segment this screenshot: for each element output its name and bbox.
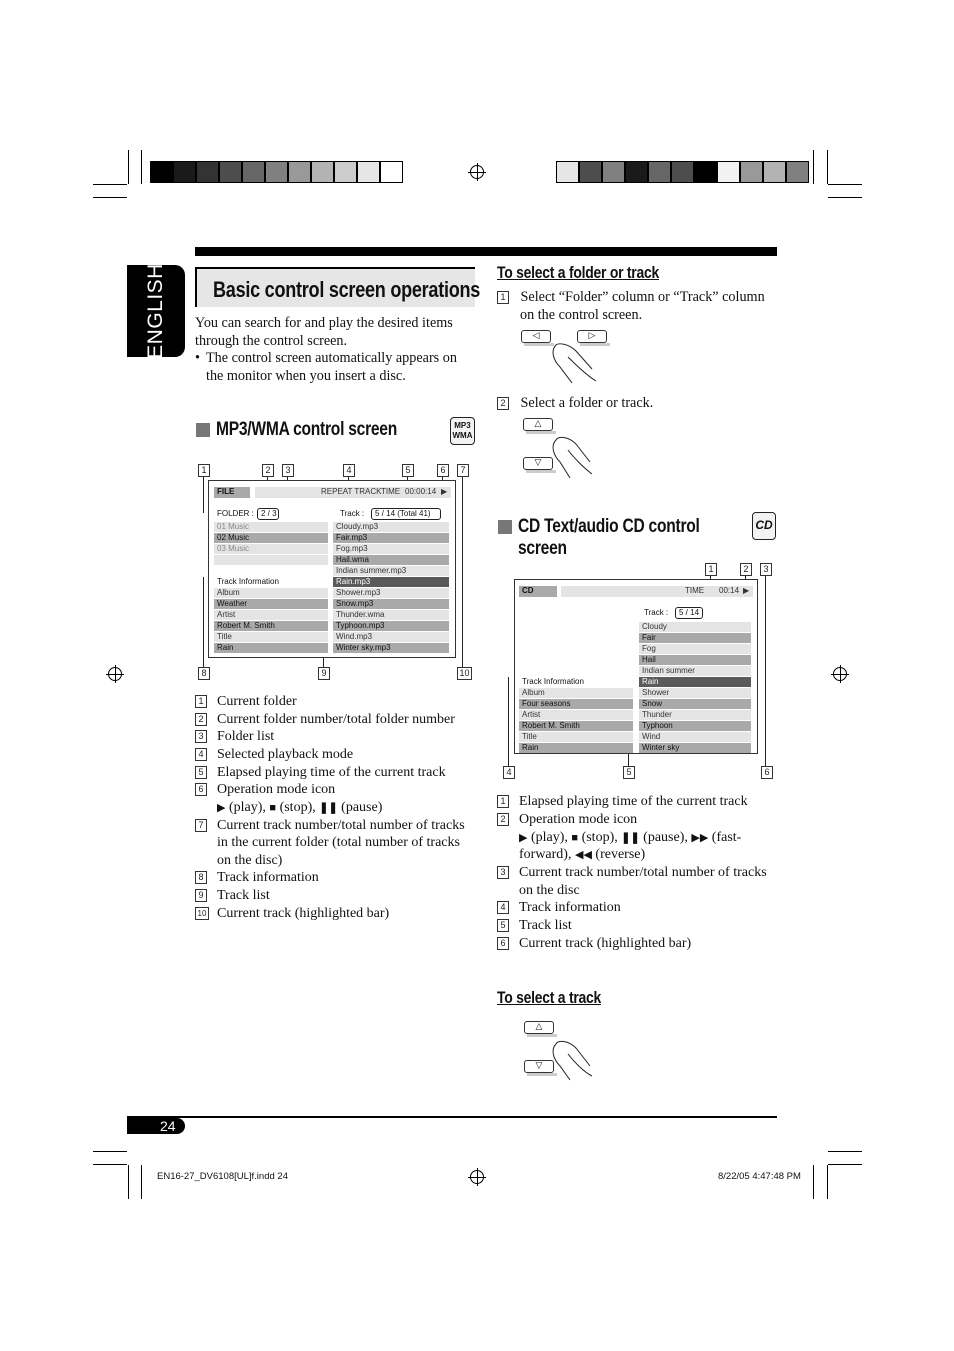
status-bar [255,487,451,498]
icon-legend-line [217,799,382,817]
color-swatch [625,161,648,183]
folder-row-empty [214,555,328,565]
time-label: TIME [685,586,705,595]
track-list-item[interactable]: Cloudy [639,622,751,632]
color-swatch [694,161,717,183]
color-swatch [717,161,740,183]
mode-label: FILE [214,487,250,498]
legend-3-line2: on the disc [519,883,580,898]
pause-icon: ❚❚ [621,832,640,844]
legend-number: 9 [195,889,207,902]
cd-badge-text: CD [755,518,773,532]
track-info-row: Rain [214,643,328,653]
step-1-text-2: on the control screen. [520,306,643,323]
pause-text: (pause), [643,830,688,845]
legend-text: Current track (highlighted bar) [519,936,692,951]
header-rule [195,247,777,256]
callout-6: 6 [437,464,449,477]
color-swatch [196,161,219,183]
step-2-number: 2 [497,397,509,410]
bullet-icon: • [195,350,200,367]
track-list-item[interactable]: Rain [639,677,751,687]
legend-text: Current folder number/total folder number [217,712,455,727]
color-swatch [311,161,334,183]
track-info-row: Four seasons [519,699,633,709]
callout-8: 8 [198,667,210,680]
color-swatch [173,161,196,183]
track-list-item[interactable]: Winter sky [639,743,751,753]
track-info-row: Artist [519,710,633,720]
footer-file: EN16-27_DV6108[UL]f.indd 24 [157,1171,288,1182]
track-list-item[interactable]: Typhoon.mp3 [333,621,449,631]
legend-text: Current track (highlighted bar) [217,906,390,921]
page-title: Basic control screen operations [213,277,481,302]
track-list-item[interactable]: Fog.mp3 [333,544,449,554]
color-swatch [602,161,625,183]
mp3-heading: MP3/WMA control screen [216,419,398,440]
finger-icon [546,339,606,387]
callout-10: 10 [457,667,472,680]
legend-number: 2 [497,813,509,826]
legend-text: Track list [217,888,270,903]
up-arrow-key[interactable]: △ [523,418,553,431]
cd-screen [514,579,758,754]
legend-item [195,887,270,904]
down-arrow-key[interactable]: ▽ [523,457,553,470]
track-label: Track : [644,608,669,617]
legend-item [195,817,465,834]
folder-count: 2 / 3 [257,508,279,520]
callout-2: 2 [740,563,752,576]
track-list-item[interactable]: Fair.mp3 [333,533,449,543]
track-info-row: Artist [214,610,328,620]
track-list-item[interactable]: Indian summer [639,666,751,676]
title-box [195,267,481,307]
callout-4: 4 [343,464,355,477]
cd-badge-icon [752,512,776,540]
cd-legend [497,793,782,963]
legend-item [195,746,354,763]
track-info-row: Album [214,588,328,598]
callout-9: 9 [318,667,330,680]
track-info-row: Weather [214,599,328,609]
legend-text: Track list [519,918,572,933]
status-bar [561,586,753,597]
legend-item [195,781,336,798]
callout-5: 5 [623,766,635,779]
track-info-label: Track Information [522,677,584,686]
ff-text: (fast- [711,830,742,845]
legend-item [195,693,297,710]
play-icon: ▶ [441,487,448,496]
finger-icon [548,432,598,482]
legend-7-line2: in the current folder (total number of tracks [217,835,460,850]
legend-item [497,811,638,828]
ff-text-2: forward), [519,847,572,862]
color-swatch [740,161,763,183]
badge-bottom: WMA [452,431,473,440]
track-list-item[interactable]: Shower.mp3 [333,588,449,598]
callout-1: 1 [705,563,717,576]
track-list-item[interactable]: Indian summer.mp3 [333,566,449,576]
callout-3: 3 [760,563,772,576]
track-count: 5 / 14 [675,607,703,619]
play-icon: ▶ [217,802,226,814]
callout-4: 4 [503,766,515,779]
intro [195,315,475,385]
time-label: TIME [381,487,401,496]
track-list-item[interactable]: Fog [639,644,751,654]
color-swatch [579,161,602,183]
cd-screen-diagram [500,562,780,782]
callout-7: 7 [457,464,469,477]
badge-top: MP3 [454,421,471,430]
track-list-item[interactable]: Hail [639,655,751,665]
color-swatch [334,161,357,183]
legend-number: 4 [497,901,509,914]
legend-item [497,793,748,810]
stop-icon: ■ [269,802,277,814]
legend-text: Current track number/total number of tracks [217,818,465,833]
language-label: ENGLISH [144,263,167,359]
track-info-row: Rain [519,743,633,753]
track-list-item[interactable]: Wind.mp3 [333,632,449,642]
time-value: 00:00:14 [405,487,437,496]
step-1 [497,289,777,324]
step-2-text: Select a folder or track. [520,395,654,411]
legend-number: 7 [195,819,207,832]
cd-heading-line2: screen [518,538,567,559]
track-list-item[interactable]: Wind [639,732,751,742]
color-swatch [265,161,288,183]
track-list-item[interactable]: Rain.mp3 [333,577,449,587]
legend-item [195,728,275,745]
legend-item [195,711,455,728]
stop-text: (stop), [279,800,316,815]
track-list-item[interactable]: Thunder.wma [333,610,449,620]
step-1-number: 1 [497,291,509,304]
track-list-item[interactable]: Snow [639,699,751,709]
legend-text: Current track number/total number of tracks [519,865,767,880]
footer-rule [127,1116,777,1118]
play-text: (play), [530,830,568,845]
legend-number: 5 [497,919,509,932]
color-swatch [380,161,403,183]
track-info-row: Album [519,688,633,698]
legend-number: 2 [195,713,207,726]
step-2 [497,395,777,413]
color-swatch [648,161,671,183]
legend-number: 6 [195,783,207,796]
folder-label: FOLDER : [217,509,254,518]
track-list-item[interactable]: Thunder [639,710,751,720]
legend-item [195,764,446,781]
legend-number: 1 [497,795,509,808]
track-list-item[interactable]: Cloudy.mp3 [333,522,449,532]
callout-6: 6 [761,766,773,779]
legend-item [497,935,692,952]
track-count: 5 / 14 (Total 41) [371,508,441,520]
callout-1: 1 [198,464,210,477]
legend-text: Folder list [217,729,275,744]
legend-text: Operation mode icon [519,812,638,827]
legend-text: Track information [519,900,621,915]
section-square-icon [196,423,210,437]
stop-text: (stop), [581,830,618,845]
legend-item [195,869,319,886]
legend-number: 8 [195,871,207,884]
track-list-item[interactable]: Shower [639,688,751,698]
legend-item [497,864,767,881]
folder-row[interactable]: 01 Music [214,522,328,532]
legend-number: 5 [195,766,207,779]
mp3-wma-badge-icon [450,417,475,445]
color-swatch [763,161,786,183]
folder-row[interactable]: 03 Music [214,544,328,554]
color-swatch [671,161,694,183]
mode-label: CD [519,586,557,597]
legend-number: 4 [195,748,207,761]
legend-text: Selected playback mode [217,747,354,762]
step-1-text: Select “Folder” column or “Track” column [520,289,765,305]
track-list-item[interactable]: Fair [639,633,751,643]
legend-7-line3: on the disc) [217,853,283,868]
legend-number: 10 [195,907,209,920]
cd-heading-line1: CD Text/audio CD control [518,516,700,537]
intro-bullet-text: The control screen automatically appears on the monitor when you insert a disc. [206,350,457,384]
callout-3: 3 [282,464,294,477]
legend-text: Current folder [217,694,297,709]
track-list-item[interactable]: Snow.mp3 [333,599,449,609]
legend-text: Elapsed playing time of the current track [217,765,446,780]
mp3-legend [195,693,480,933]
language-tab [127,265,185,357]
callout-5: 5 [402,464,414,477]
play-icon: ▶ [743,586,750,595]
track-list-item[interactable]: Winter sky.mp3 [333,643,449,653]
pause-text: (pause) [341,800,383,815]
up-arrow-key[interactable]: △ [524,1021,554,1034]
mp3-screen [208,480,456,658]
track-info-row: Title [214,632,328,642]
legend-number: 3 [497,866,509,879]
color-swatch [242,161,265,183]
color-swatch [150,161,173,183]
legend-item [497,899,621,916]
track-info-row: Robert M. Smith [519,721,633,731]
right-arrow-key[interactable]: ▷ [577,330,607,343]
track-info-row: Title [519,732,633,742]
legend-number: 6 [497,937,509,950]
folder-row[interactable]: 02 Music [214,533,328,543]
legend-item [497,917,572,934]
legend-text: Track information [217,870,319,885]
fast-forward-icon: ▶▶ [691,832,709,844]
stop-icon: ■ [571,832,579,844]
page-number-tab [127,1118,185,1134]
track-list-item[interactable]: Hail.wma [333,555,449,565]
color-swatch [219,161,242,183]
mp3-screen-diagram [196,462,476,682]
time-value: 00:14 [719,586,740,595]
section-square-icon [498,520,512,534]
color-swatch [786,161,809,183]
pause-icon: ❚❚ [319,802,338,814]
color-swatch [556,161,579,183]
track-info-row: Robert M. Smith [214,621,328,631]
legend-number: 1 [195,695,207,708]
legend-text: Operation mode icon [217,782,336,797]
intro-text: You can search for and play the desired items through the control screen. [195,315,453,349]
track-list-item[interactable]: Typhoon [639,721,751,731]
repeat-mode: REPEAT TRACK [321,487,382,496]
left-arrow-key[interactable]: ◁ [521,330,551,343]
page-number: 24 [160,1118,176,1134]
legend-number: 3 [195,730,207,743]
intro-bullet [195,350,475,385]
footer-date: 8/22/05 4:47:48 PM [718,1171,801,1182]
callout-2: 2 [262,464,274,477]
icon-legend-line-2 [519,846,645,864]
legend-item [195,905,390,922]
finger-icon [548,1036,598,1082]
color-swatch [288,161,311,183]
play-text: (play), [228,800,266,815]
play-icon: ▶ [519,832,528,844]
down-arrow-key[interactable]: ▽ [524,1060,554,1073]
track-label: Track : [340,509,365,518]
icon-legend-line [519,829,741,847]
color-swatch [357,161,380,183]
folder-track-heading: To select a folder or track [497,263,659,282]
reverse-icon: ◀◀ [574,849,592,861]
legend-text: Elapsed playing time of the current track [519,794,748,809]
rev-text: (reverse) [595,847,646,862]
select-track-heading: To select a track [497,988,602,1007]
track-info-label: Track Information [214,577,328,587]
